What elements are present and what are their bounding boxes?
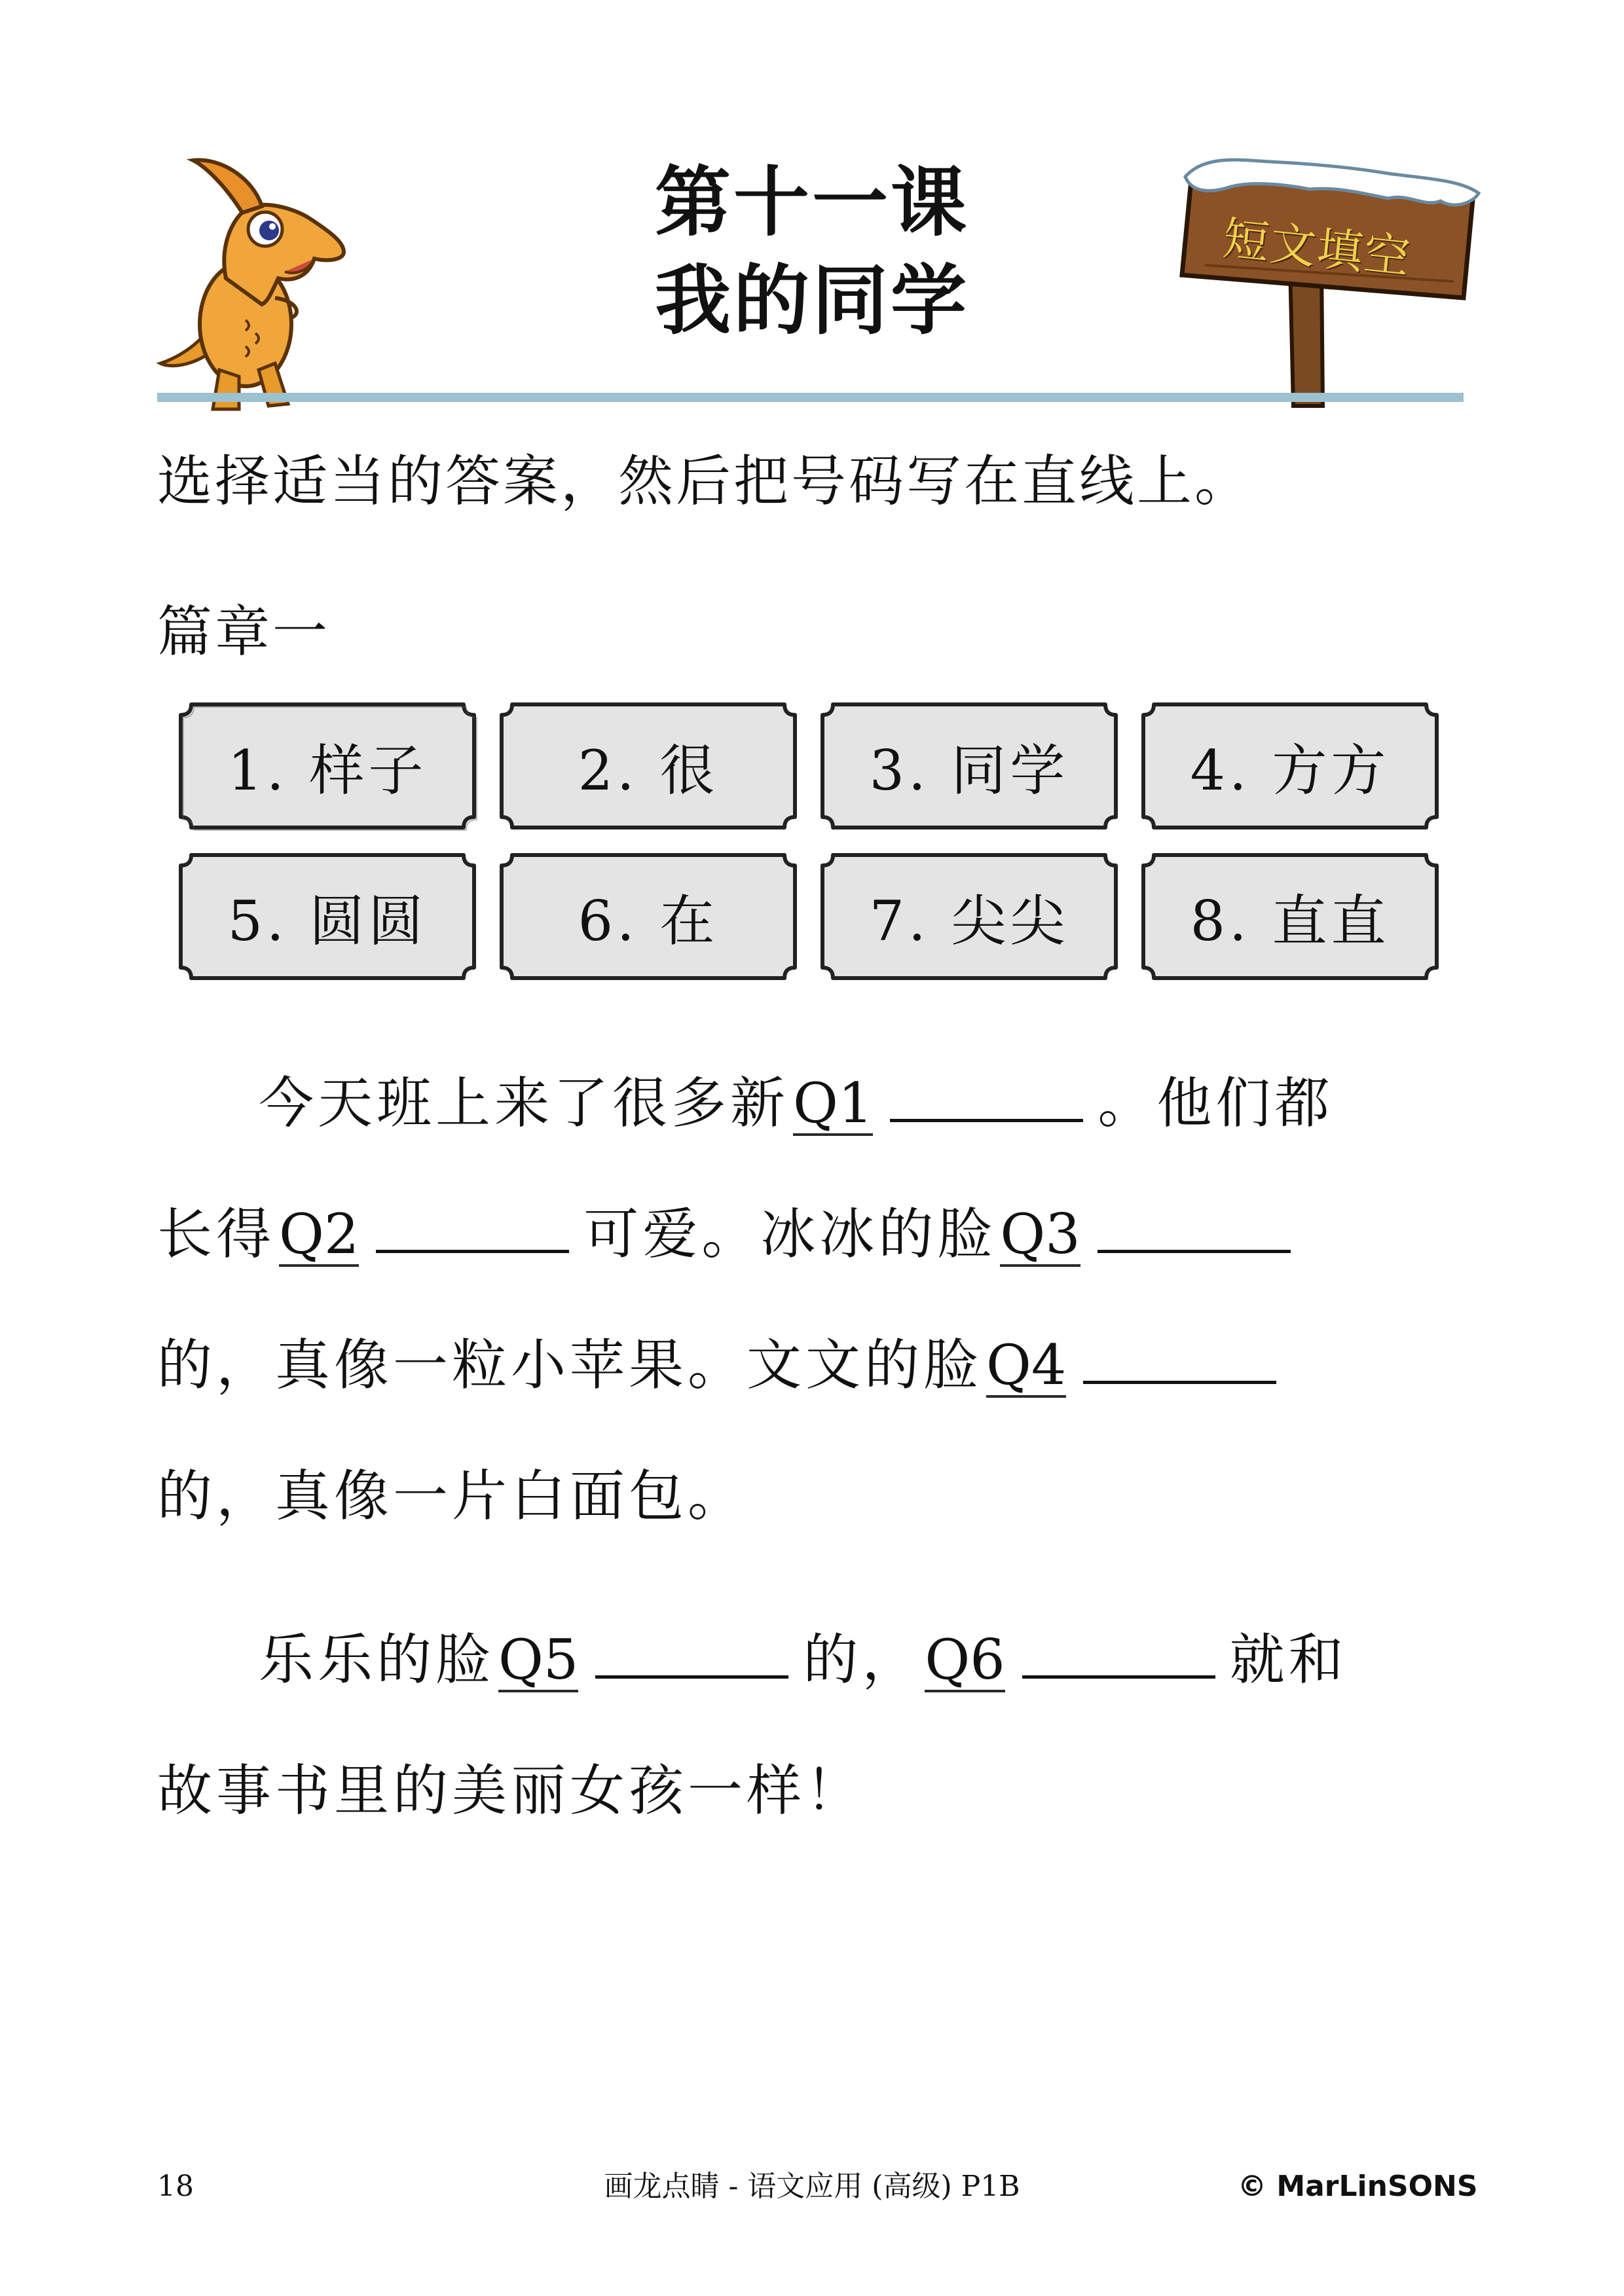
option-card bbox=[1139, 701, 1441, 831]
lesson-number: 第十一课 bbox=[655, 158, 969, 247]
sign-label: 短文填空 bbox=[1220, 211, 1414, 285]
page-number: 18 bbox=[157, 2170, 194, 2203]
book-title: 画龙点睛 - 语文应用 (高级) P1B bbox=[604, 2170, 1020, 2203]
passage-text: 长得 bbox=[157, 1202, 276, 1266]
option-label: 1. 样子 bbox=[227, 738, 428, 803]
option-card bbox=[177, 701, 478, 831]
passage-text: 就和 bbox=[1229, 1628, 1348, 1692]
option-card bbox=[819, 701, 1120, 831]
passage-text: 的， bbox=[803, 1628, 921, 1692]
question-label: Q1 bbox=[793, 1071, 874, 1135]
section-title: 篇章一 bbox=[157, 600, 331, 664]
option-card bbox=[498, 701, 799, 831]
dinosaur-mascot-icon bbox=[147, 147, 363, 422]
passage-line: 的，真像一片白面包。 bbox=[157, 1464, 747, 1528]
question-label: Q5 bbox=[498, 1628, 579, 1692]
answer-blank[interactable] bbox=[1098, 1199, 1291, 1253]
option-label: 6. 在 bbox=[578, 888, 719, 953]
option-label: 2. 很 bbox=[578, 738, 719, 803]
copyright-notice: © MarLinSONS bbox=[1238, 2170, 1478, 2203]
lesson-title: 我的同学 bbox=[655, 257, 969, 345]
answer-blank[interactable] bbox=[890, 1068, 1083, 1122]
question-label: Q4 bbox=[986, 1333, 1067, 1397]
question-label: Q6 bbox=[925, 1628, 1005, 1692]
question-label: Q2 bbox=[279, 1202, 360, 1266]
passage-text: 乐乐的脸 bbox=[259, 1628, 495, 1692]
passage-text: 可爱。冰冰的脸 bbox=[583, 1202, 997, 1266]
answer-blank[interactable] bbox=[1083, 1330, 1276, 1384]
header-divider bbox=[157, 393, 1464, 402]
option-label: 4. 方方 bbox=[1190, 738, 1390, 803]
option-label: 5. 圆圆 bbox=[227, 888, 428, 953]
answer-blank[interactable] bbox=[595, 1624, 788, 1679]
passage-line bbox=[157, 1198, 1305, 1270]
answer-blank[interactable] bbox=[1022, 1624, 1215, 1679]
passage-line bbox=[259, 1624, 1348, 1696]
passage-line bbox=[259, 1067, 1333, 1139]
passage-text: 。他们都 bbox=[1098, 1071, 1334, 1135]
answer-blank[interactable] bbox=[376, 1199, 569, 1253]
passage-line: 故事书里的美丽女孩一样！ bbox=[157, 1758, 865, 1823]
option-label: 8. 直直 bbox=[1190, 888, 1390, 953]
option-card bbox=[1139, 851, 1441, 982]
option-card bbox=[498, 851, 799, 982]
option-card bbox=[819, 851, 1120, 982]
option-label: 3. 同学 bbox=[869, 738, 1069, 803]
passage-text: 今天班上来了很多新 bbox=[259, 1071, 790, 1135]
passage-text: 的，真像一粒小苹果。文文的脸 bbox=[157, 1333, 983, 1397]
option-label: 7. 尖尖 bbox=[869, 888, 1069, 953]
passage-line bbox=[157, 1329, 1291, 1401]
question-label: Q3 bbox=[1000, 1202, 1080, 1266]
instruction-text: 选择适当的答案，然后把号码写在直线上。 bbox=[157, 449, 1253, 513]
option-card bbox=[177, 851, 478, 982]
